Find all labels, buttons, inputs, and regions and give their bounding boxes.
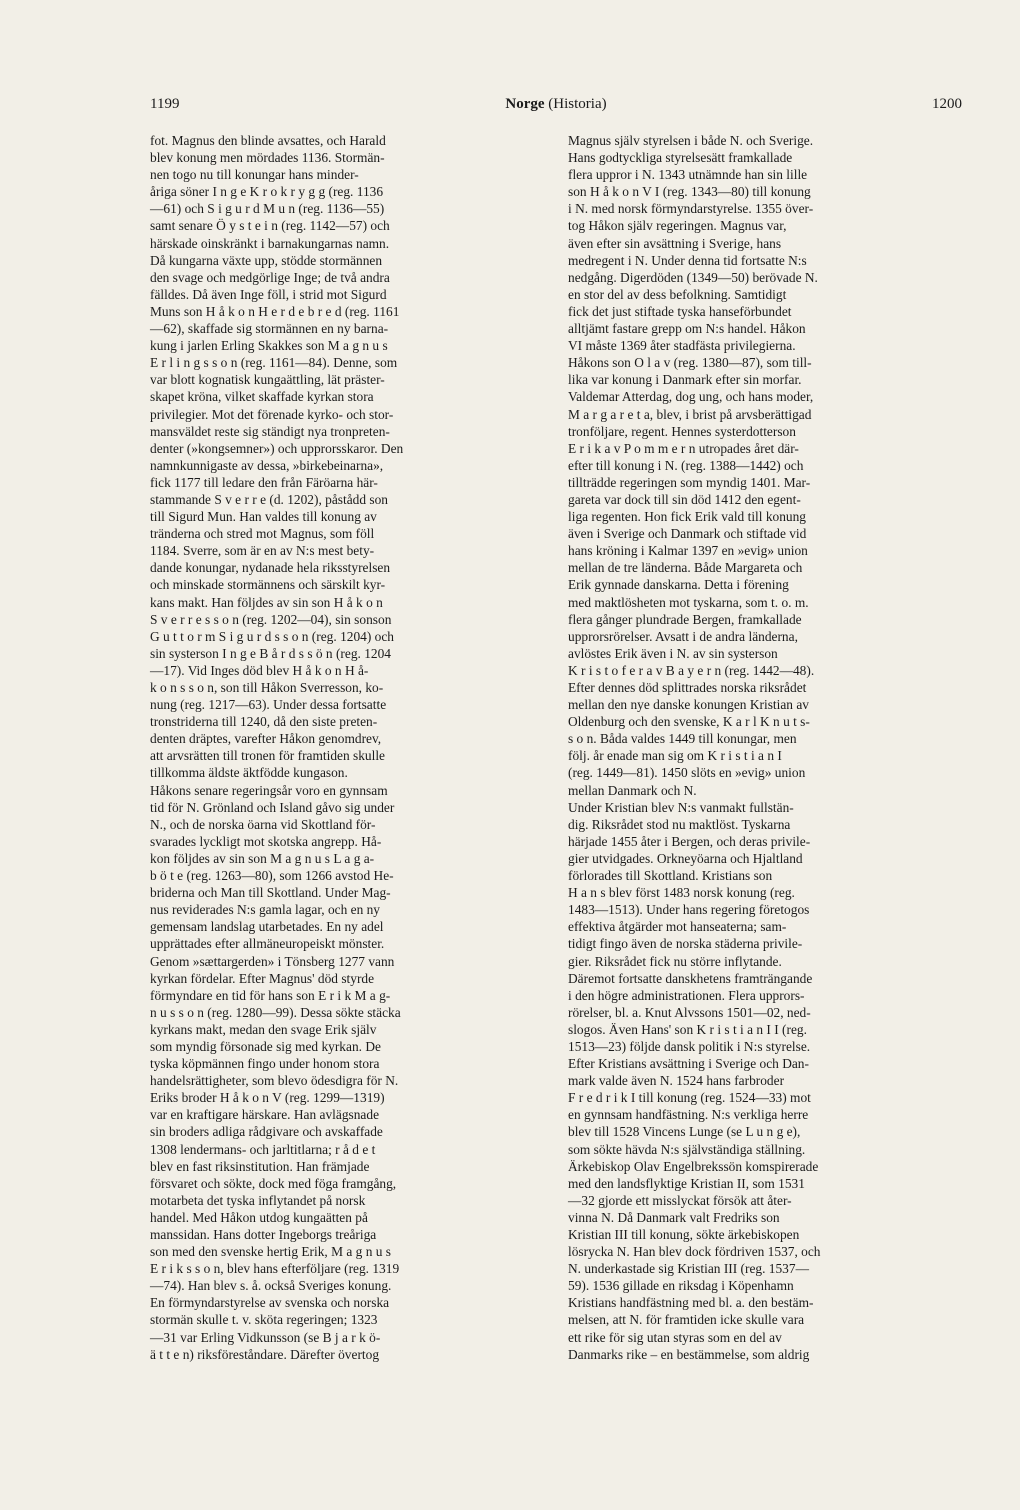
- text-line: i N. med norsk förmyndarstyrelse. 1355 över-: [568, 201, 814, 217]
- text-line: (reg. 1449—81). 1450 slöts en »evig» union: [568, 765, 806, 781]
- text-line: 59). 1536 gillade en riksdag i Köpenhamn: [568, 1278, 794, 1294]
- text-line: F r e d r i k I till konung (reg. 1524—33) mot: [568, 1090, 811, 1106]
- running-title-main: Norge: [505, 96, 545, 112]
- text-line: gemensam landslag utarbetades. En ny adel: [150, 919, 384, 935]
- text-line: s o n. Båda valdes 1449 till konungar, men: [568, 731, 797, 747]
- text-line: fälldes. Då även Inge föll, i strid mot Sigurd: [150, 286, 387, 302]
- text-line: fot. Magnus den blinde avsattes, och Harald: [150, 133, 386, 148]
- text-line: var blott kognatisk kungaättling, lät präster-: [150, 372, 385, 388]
- text-line: handel. Med Håkon utdog kungaätten på: [150, 1209, 368, 1225]
- text-line: VI måste 1369 åter stadfästa privilegierna.: [568, 338, 796, 354]
- text-line: fick det just stiftade tyska hanseförbundet: [568, 303, 792, 319]
- text-line: E r i k a v P o m m e r n utropades året där-: [568, 440, 799, 456]
- text-line: —31 var Erling Vidkunsson (se B j a r k ö-: [150, 1329, 381, 1345]
- text-line: Efter Kristians avsättning i Sverige och Dan-: [568, 1056, 809, 1072]
- text-line: alltjämt fastare grepp om N:s handel. Håkon: [568, 321, 806, 337]
- running-title-sub: (Historia): [544, 96, 607, 112]
- text-line: —17). Vid Inges död blev H å k o n H å-: [150, 662, 369, 678]
- text-line: n u s s o n (reg. 1280—99). Dessa sökte stäcka: [150, 1004, 401, 1020]
- text-line: efter till konung i N. (reg. 1388—1442) och: [568, 457, 804, 473]
- text-line: och minskade stormännens och särskilt kyr-: [150, 577, 386, 593]
- text-line: Genom »sættargerden» i Tönsberg 1277 vann: [150, 953, 395, 969]
- text-line: en stor del av dess befolkning. Samtidigt: [568, 286, 787, 302]
- text-line: tyska köpmännen fingo under honom stora: [150, 1056, 380, 1072]
- text-line: E r i k s s o n, blev hans efterföljare (reg. 1319: [150, 1261, 400, 1277]
- text-line: blev en fast riksinstitution. Han främjade: [150, 1158, 370, 1174]
- text-line: försvaret och sökte, dock med föga framgång,: [150, 1175, 397, 1191]
- text-line: —74). Han blev s. å. också Sveriges konung.: [150, 1278, 392, 1294]
- text-line: effektiva åtgärder mot hanseaterna; sam-: [568, 919, 787, 935]
- text-line: förmyndare en tid för hans son E r i k M a g-: [150, 987, 391, 1003]
- text-line: härjade 1455 åter i Bergen, och deras privile-: [568, 833, 811, 849]
- text-line: 1308 lendermans- och jarltitlarna; r å d e t: [150, 1141, 376, 1157]
- text-line: dig. Riksrådet stod nu maktlöst. Tyskarna: [568, 816, 791, 832]
- text-line: manssidan. Hans dotter Ingeborgs treåriga: [150, 1227, 377, 1242]
- text-line: flera gånger plundrade Bergen, framkallade: [568, 611, 802, 627]
- text-line: upprättades efter allmäneuropeiskt mönster.: [150, 936, 385, 952]
- text-line: Ärkebiskop Olav Engelbrekssön komspirerade: [568, 1158, 819, 1174]
- text-line: Muns son H å k o n H e r d e b r e d (reg. 1161: [150, 303, 400, 319]
- text-line: åriga söner I n g e K r o k r y g g (reg. 1136: [150, 184, 384, 200]
- text-line: Eriks broder H å k o n V (reg. 1299—1319): [150, 1090, 385, 1106]
- text-line: Kristians handfästning med bl. a. den bestäm-: [568, 1295, 814, 1311]
- text-line: —62), skaffade sig stormännen en ny barna-: [150, 321, 389, 337]
- text-line: son H å k o n V I (reg. 1343—80) till konung: [568, 184, 811, 200]
- text-line: tronstriderna till 1240, då den siste preten-: [150, 714, 378, 730]
- text-line: var en kraftigare härskare. Han avlägsnade: [150, 1107, 380, 1123]
- text-line: nen togo nu till konungar hans minder-: [150, 167, 359, 183]
- text-line: tillkomma äldste äktfödde kungason.: [150, 765, 348, 781]
- text-line: tog Håkon själv regeringen. Magnus var,: [568, 218, 787, 234]
- text-line: blev konung men mördades 1136. Stormän-: [150, 150, 385, 166]
- left-column: [150, 132, 544, 1363]
- text-line: ett rike för sig utan styras som en del av: [568, 1329, 782, 1345]
- text-line: tidigt fingo även de norska städerna privile-: [568, 936, 803, 952]
- text-line: tränderna och stred mot Magnus, som föll: [150, 526, 375, 542]
- text-line: G u t t o r m S i g u r d s s o n (reg. 1204) och: [150, 628, 394, 644]
- text-line: tronföljare, regent. Hennes systerdotterson: [568, 423, 796, 439]
- text-line: gier utvidgades. Orkneyöarna och Hjaltland: [568, 850, 803, 866]
- text-line: kyrkan fördelar. Efter Magnus' död styrde: [150, 970, 375, 986]
- text-line: H a n s blev först 1483 norsk konung (reg.: [568, 885, 795, 901]
- text-line: avlöstes Erik även i N. av sin systerson: [568, 645, 778, 661]
- text-line: liga regenten. Hon fick Erik vald till konung: [568, 509, 806, 525]
- text-line: nus reviderades N:s gamla lagar, och en ny: [150, 902, 381, 918]
- text-line: lika var konung i Danmark efter sin morfar.: [568, 372, 802, 388]
- text-line: som sökte hävda N:s självständiga ställning.: [568, 1141, 806, 1157]
- text-line: härskade oinskränkt i barnakungarnas namn.: [150, 235, 390, 251]
- text-line: blev till 1528 Vincens Lunge (se L u n g e),: [568, 1124, 801, 1140]
- page-number-left: 1199: [150, 96, 180, 112]
- text-line: den svage och medgörlige Inge; de två andra: [150, 269, 390, 285]
- text-line: N. underkastade sig Kristian III (reg. 1537—: [568, 1261, 809, 1277]
- text-line: Håkons senare regeringsår voro en gynnsam: [150, 782, 388, 798]
- text-line: slogos. Även Hans' son K r i s t i a n I I (reg.: [568, 1021, 807, 1037]
- right-column: [568, 132, 962, 1363]
- text-line: K r i s t o f e r a v B a y e r n (reg. 1442—48).: [568, 662, 815, 678]
- text-line: S v e r r e s s o n (reg. 1202—04), sin sonson: [150, 611, 392, 627]
- text-line: rörelser, bl. a. Knut Alvssons 1501—02, ned-: [568, 1004, 811, 1020]
- text-line: En förmyndarstyrelse av svenska och norska: [150, 1295, 390, 1311]
- text-line: stammande S v e r r e (d. 1202), påstådd son: [150, 491, 389, 507]
- text-line: samt senare Ö y s t e i n (reg. 1142—57) och: [150, 218, 390, 234]
- text-line: namnkunnigaste av dessa, »birkebeinarna»,: [150, 457, 384, 473]
- text-line: kon följdes av sin son M a g n u s L a g a-: [150, 850, 375, 866]
- text-line: flera uppror i N. 1343 utnämnde han sin lille: [568, 167, 808, 183]
- text-line: nung (reg. 1217—63). Under dessa fortsatte: [150, 697, 387, 713]
- text-line: gier. Riksrådet fick nu större inflytande.: [568, 953, 782, 969]
- text-line: gareta var dock till sin död 1412 den egent-: [568, 491, 801, 507]
- text-line: även i Sverige och Danmark och stiftade vid: [568, 526, 807, 542]
- text-line: kung i jarlen Erling Skakkes son M a g n u s: [150, 338, 388, 354]
- text-line: Under Kristian blev N:s vanmakt fullstän-: [568, 799, 794, 815]
- text-line: son med den svenske hertig Erik, M a g n u s: [150, 1244, 391, 1260]
- text-line: tid för N. Grönland och Island gåvo sig under: [150, 799, 395, 815]
- text-line: även efter sin avsättning i Sverige, hans: [568, 235, 782, 251]
- text-line: Oldenburg och den svenske, K a r l K n u t s-: [568, 714, 810, 730]
- text-line: Kristian III till konung, sökte ärkebiskopen: [568, 1227, 800, 1242]
- text-line: kyrkans makt, medan den svage Erik själv: [150, 1021, 377, 1037]
- text-line: M a r g a r e t a, blev, i brist på arvsberättigad: [568, 406, 812, 422]
- text-line: mellan Danmark och N.: [568, 782, 697, 798]
- text-line: Efter dennes död splittrades norska riksrådet: [568, 680, 807, 695]
- text-line: Hans godtyckliga styrelsesätt framkallade: [568, 150, 793, 166]
- text-line: sin broders adliga rådgivare och avskaffade: [150, 1124, 383, 1140]
- text-line: mark valde även N. 1524 hans farbroder: [568, 1073, 785, 1089]
- text-line: dande konungar, nydanade hela riksstyrelsen: [150, 560, 391, 576]
- text-line: upprorsrörelser. Avsatt i de andra länderna,: [568, 628, 798, 644]
- text-line: melsen, att N. för framtiden icke skulle vara: [568, 1312, 805, 1328]
- text-line: privilegier. Mot det förenade kyrko- och stor-: [150, 406, 394, 422]
- text-line: kans makt. Han följdes av sin son H å k o n: [150, 594, 383, 610]
- text-line: denten dräptes, varefter Håkon genomdrev,: [150, 731, 382, 747]
- text-line: mansväldet reste sig ständigt nya tronpreten-: [150, 423, 390, 439]
- text-line: stormän skulle t. v. sköta regeringen; 1323: [150, 1312, 378, 1328]
- text-line: Magnus själv styrelsen i både N. och Sverige.: [568, 133, 814, 148]
- text-line: med maktlösheten mot tyskarna, som t. o. m.: [568, 594, 809, 610]
- text-line: k o n s s o n, son till Håkon Sverresson, ko-: [150, 680, 384, 695]
- text-line: med den landsflyktige Kristian II, som 1531: [568, 1175, 805, 1191]
- text-line: Valdemar Atterdag, dog ung, och hans moder,: [568, 389, 814, 405]
- text-line: Då kungarna växte upp, stödde stormännen: [150, 252, 383, 268]
- text-line: ä t t e n) riksföreståndare. Därefter övertog: [150, 1346, 380, 1362]
- text-line: medregent i N. Under denna tid fortsatte N:s: [568, 252, 807, 268]
- text-line: 1513—23) följde dansk politik i N:s styrelse.: [568, 1038, 811, 1054]
- text-line: vinna N. Då Danmark valt Fredriks son: [568, 1209, 780, 1225]
- text-line: svarades lyckligt mot skotska angrepp. Hå-: [150, 833, 382, 849]
- text-line: briderna och Man till Skottland. Under Mag-: [150, 885, 391, 901]
- text-line: N., och de norska öarna vid Skottland för-: [150, 816, 376, 832]
- text-line: skapet kröna, vilket skaffade kyrkan stora: [150, 389, 374, 405]
- text-line: mellan den nye danske konungen Kristian av: [568, 697, 809, 713]
- text-line: som myndig försonade sig med kyrkan. De: [150, 1038, 381, 1054]
- text-line: Erik gynnade danskarna. Detta i förening: [568, 577, 789, 593]
- text-line: att arvsrätten till tronen för framtiden skulle: [150, 748, 386, 764]
- page-header: [150, 96, 962, 120]
- text-line: Däremot fortsatte danskhetens framträngande: [568, 970, 813, 986]
- text-line: E r l i n g s s o n (reg. 1161—84). Denne, som: [150, 355, 398, 371]
- text-line: handelsrättigheter, som blevo ödesdigra för N.: [150, 1073, 399, 1089]
- text-line: —61) och S i g u r d M u n (reg. 1136—55): [150, 201, 385, 217]
- text-line: lösrycka N. Han blev dock fördriven 1537, och: [568, 1244, 821, 1260]
- text-line: mellan de tre länderna. Både Margareta och: [568, 560, 803, 576]
- text-line: denter (»kongsemner») och upprorsskaror. Den: [150, 440, 404, 456]
- text-line: nedgång. Digerdöden (1349—50) berövade N.: [568, 269, 818, 285]
- text-line: —32 gjorde ett misslyckat försök att åter-: [568, 1192, 792, 1208]
- text-line: tillträdde regeringen som myndig 1401. Mar-: [568, 474, 811, 490]
- text-line: Danmarks rike – en bestämmelse, som aldrig: [568, 1346, 810, 1362]
- text-line: 1184. Sverre, som är en av N:s mest bety-: [150, 543, 375, 559]
- text-line: b ö t e (reg. 1263—80), som 1266 avstod He-: [150, 868, 394, 884]
- text-line: till Sigurd Mun. Han valdes till konung av: [150, 509, 377, 525]
- text-line: fick 1177 till ledare den från Färöarna här-: [150, 474, 378, 490]
- text-line: 1483—1513). Under hans regering företogos: [568, 902, 810, 918]
- page-number-right: 1200: [932, 96, 962, 112]
- text-line: sin systerson I n g e B å r d s s ö n (reg. 1204: [150, 645, 392, 661]
- text-line: en gynnsam handfästning. N:s verkliga herre: [568, 1107, 809, 1123]
- text-line: förlorades till Skottland. Kristians son: [568, 868, 773, 884]
- text-line: motarbeta det tyska inflytandet på norsk: [150, 1192, 366, 1208]
- text-line: hans kröning i Kalmar 1397 en »evig» union: [568, 543, 808, 559]
- running-title: [150, 96, 962, 113]
- text-line: Håkons son O l a v (reg. 1380—87), som till-: [568, 355, 812, 371]
- text-line: följ. år enade man sig om K r i s t i a n I: [568, 748, 782, 764]
- text-line: i den högre administrationen. Flera upprors-: [568, 987, 805, 1003]
